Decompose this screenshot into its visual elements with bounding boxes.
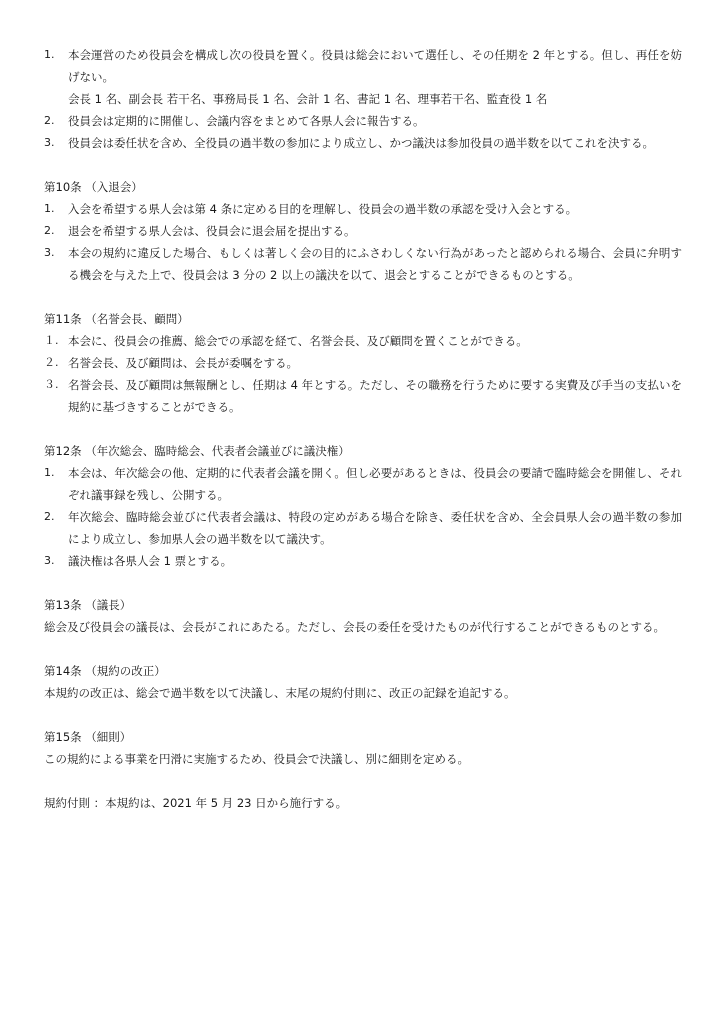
- item-text: 役員会は委任状を含め、全役員の過半数の参加により成立し、かつ議決は参加役員の過半数を以てこれを決する。: [68, 136, 655, 150]
- article-heading: 第12条 （年次総会、臨時総会、代表者会議並びに議決権）: [44, 444, 350, 458]
- item-text: 役員会は定期的に開催し、会議内容をまとめて各県人会に報告する。: [68, 114, 425, 128]
- item-number: 2.: [44, 224, 55, 237]
- item-number: 1.: [44, 202, 55, 215]
- item-text: 名誉会長、及び顧問は、会長が委嘱をする。: [68, 356, 298, 370]
- list-item: [44, 132, 682, 154]
- item-text: 名誉会長、及び顧問は無報酬とし、任期は 4 年とする。ただし、その職務を行うために要する実費及び手当の支払いを規約に基づきすることができる。: [68, 378, 682, 414]
- item-text: 本会は、年次総会の他、定期的に代表者会議を開く。但し必要があるときは、役員会の要請で臨時総会を開催し、それぞれ議事録を残し、公開する。: [68, 466, 682, 502]
- item-text: 本会運営のため役員会を構成し次の役員を置く。役員は総会において選任し、その任期を 2 年とする。但し、再任を妨げない。: [68, 48, 682, 84]
- article-13: [44, 594, 682, 638]
- list-item: [44, 550, 682, 572]
- item-number: 1.: [44, 466, 55, 479]
- item-number: ２.: [44, 356, 59, 369]
- article-text: 本規約の改正は、総会で過半数を以て決議し、末尾の規約付則に、改正の記録を追記する。: [44, 686, 516, 700]
- list-item: [44, 198, 682, 220]
- item-text: 本会に、役員会の推薦、総会での承認を経て、名誉会長、及び顧問を置くことができる。: [68, 334, 528, 348]
- item-number: 3.: [44, 246, 55, 259]
- article-11: [44, 308, 682, 418]
- article-9-items: [44, 44, 682, 154]
- item-number: 2.: [44, 510, 55, 523]
- supplementary-provision: [44, 792, 682, 814]
- item-text: 議決権は各県人会 1 票とする。: [68, 554, 233, 568]
- item-text: 退会を希望する県人会は、役員会に退会届を提出する。: [68, 224, 356, 238]
- list-item: [44, 44, 682, 88]
- list-item: [44, 352, 682, 374]
- item-number: ３.: [44, 378, 59, 391]
- item-text: 年次総会、臨時総会並びに代表者会議は、特段の定めがある場合を除き、委任状を含め、全会員県人会の過半数の参加により成立し、参加県人会の過半数を以て議決す。: [68, 510, 682, 546]
- article-text: この規約による事業を円滑に実施するため、役員会で決議し、別に細則を定める。: [44, 752, 470, 766]
- article-heading: 第14条 （規約の改正）: [44, 664, 166, 678]
- list-item: [44, 242, 682, 286]
- item-text: 本会の規約に違反した場合、もしくは著しく会の目的にふさわしくない行為があったと認められる場合、会員に弁明する機会を与えた上で、役員会は 3 分の 2 以上の議決を以て、退会とすることができるものとする。: [68, 246, 682, 282]
- item-number: 3.: [44, 554, 55, 567]
- item-number: １.: [44, 334, 59, 347]
- list-item: [44, 462, 682, 506]
- article-heading: 第15条 （細則）: [44, 730, 132, 744]
- list-item: [44, 506, 682, 550]
- article-heading: 第13条 （議長）: [44, 598, 132, 612]
- article-text: 総会及び役員会の議長は、会長がこれにあたる。ただし、会長の委任を受けたものが代行することができるものとする。: [44, 620, 665, 634]
- list-item: [44, 110, 682, 132]
- article-heading: 第10条 （入退会）: [44, 180, 143, 194]
- item-number: 3.: [44, 136, 55, 149]
- officer-list: 会長 1 名、副会長 若干名、事務局長 1 名、会計 1 名、書記 1 名、理事若干名、監査役 1 名: [68, 92, 548, 106]
- article-14: [44, 660, 682, 704]
- item-text: 入会を希望する県人会は第 4 条に定める目的を理解し、役員会の過半数の承認を受け入会とする。: [68, 202, 578, 216]
- article-12: [44, 440, 682, 572]
- list-item: [44, 220, 682, 242]
- article-10: [44, 176, 682, 286]
- article-heading: 第11条 （名誉会長、顧問）: [44, 312, 189, 326]
- list-item: [44, 374, 682, 418]
- list-item: [44, 330, 682, 352]
- effective-date-text: 規約付則 ：本規約は、2021 年 5 月 23 日から施行する。: [44, 796, 348, 810]
- item-number: 2.: [44, 114, 55, 127]
- article-15: [44, 726, 682, 770]
- item-number: 1.: [44, 48, 55, 61]
